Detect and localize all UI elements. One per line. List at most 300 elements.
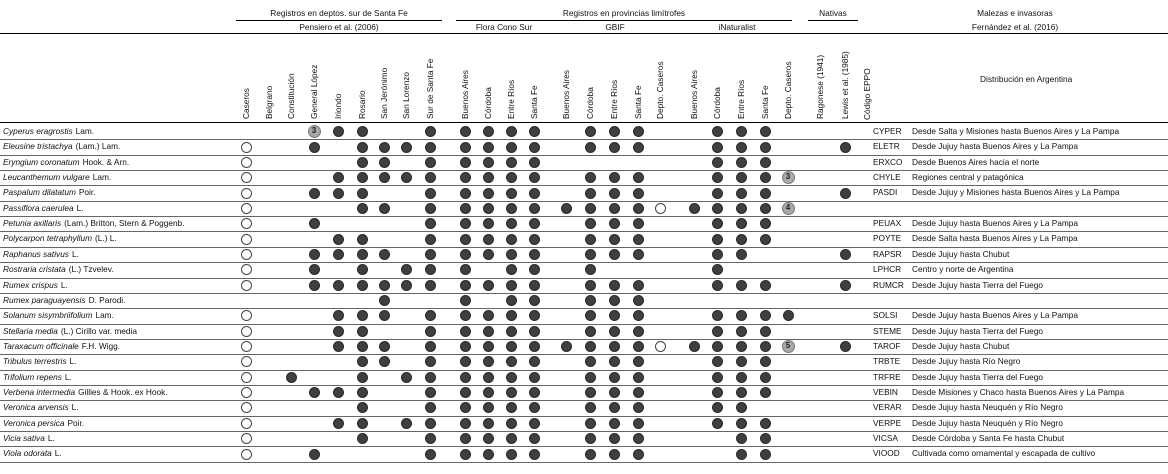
record-present-dot xyxy=(712,264,723,275)
record-present-dot xyxy=(425,449,436,460)
group-malezas-title: Malezas e invasoras xyxy=(977,8,1053,18)
species-name xyxy=(3,218,184,228)
row-divider xyxy=(0,339,1168,340)
record-present-dot xyxy=(357,203,368,214)
eppo-code: VEBIN xyxy=(873,386,898,397)
record-present-dot xyxy=(736,418,747,429)
species-author: L. xyxy=(64,371,72,382)
species-binomial: Raphanus sativus xyxy=(3,248,69,259)
record-present-dot xyxy=(689,203,700,214)
record-present-dot xyxy=(760,218,771,229)
record-present-dot xyxy=(760,449,771,460)
group-malezas-source: Fernández et al. (2016) xyxy=(971,22,1059,32)
distribution-text: Desde Jujuy hasta Tierra del Fuego xyxy=(912,279,1043,290)
row-divider xyxy=(0,431,1168,432)
species-author: Gillies & Hook. ex Hook. xyxy=(78,386,168,397)
species-binomial: Verbena intermedia xyxy=(3,386,76,397)
species-binomial: Rumex crispus xyxy=(3,279,58,290)
eppo-code: VIOOD xyxy=(873,448,900,459)
record-present-dot xyxy=(585,402,596,413)
species-binomial: Eleusine tristachya xyxy=(3,141,73,152)
footnote-marker: 4 xyxy=(782,202,795,215)
group-nativas-rule xyxy=(808,20,858,21)
record-present-dot xyxy=(689,341,700,352)
record-present-dot xyxy=(736,249,747,260)
group-santa-fe-title: Registros en deptos. sur de Santa Fe xyxy=(270,8,408,18)
record-present-dot xyxy=(561,341,572,352)
record-present-dot xyxy=(585,264,596,275)
record-present-dot xyxy=(379,280,390,291)
species-author: Poir. xyxy=(78,187,96,198)
group-limitrofes-rule xyxy=(456,20,792,21)
distribution-text: Desde Jujuy hasta Neuquén y Río Negro xyxy=(912,417,1063,428)
species-name xyxy=(3,433,55,443)
record-open-dot xyxy=(241,418,252,429)
record-present-dot xyxy=(425,387,436,398)
record-present-dot xyxy=(712,310,723,321)
record-present-dot xyxy=(712,326,723,337)
eppo-code: RUMCR xyxy=(873,279,904,290)
distribution-text: Desde Jujuy hasta Tierra del Fuego xyxy=(912,325,1043,336)
record-present-dot xyxy=(585,356,596,367)
record-present-dot xyxy=(483,402,494,413)
record-present-dot xyxy=(309,264,320,275)
record-present-dot xyxy=(585,203,596,214)
record-present-dot xyxy=(633,126,644,137)
record-present-dot xyxy=(633,188,644,199)
column-header: Córdoba xyxy=(712,87,722,119)
record-present-dot xyxy=(529,418,540,429)
record-present-dot xyxy=(736,433,747,444)
record-present-dot xyxy=(425,264,436,275)
record-present-dot xyxy=(712,218,723,229)
column-header: Caseros xyxy=(241,88,251,119)
record-present-dot xyxy=(506,449,517,460)
record-present-dot xyxy=(609,126,620,137)
record-present-dot xyxy=(633,142,644,153)
species-binomial: Petunia axillaris xyxy=(3,218,62,229)
record-present-dot xyxy=(840,341,851,352)
distribution-text: Desde Jujuy hasta Buenos Aires y La Pampa xyxy=(912,141,1079,152)
group-inat-title: iNaturalist xyxy=(718,22,756,32)
group-gbif-title: GBIF xyxy=(605,22,625,32)
column-header: Iriondo xyxy=(333,93,343,119)
record-open-dot xyxy=(241,326,252,337)
record-present-dot xyxy=(529,372,540,383)
distribution-text: Regiones central y patagónica xyxy=(912,172,1024,183)
record-present-dot xyxy=(736,218,747,229)
record-present-dot xyxy=(529,449,540,460)
column-header: Belgrano xyxy=(264,85,274,119)
species-author: Lam. xyxy=(75,126,95,136)
record-present-dot xyxy=(401,264,412,275)
record-present-dot xyxy=(609,218,620,229)
distribution-text: Desde Salta y Misiones hasta Buenos Aires y La Pampa xyxy=(912,126,1120,136)
record-present-dot xyxy=(609,280,620,291)
species-author: (L.) Cirillo var. media xyxy=(60,325,137,336)
distribution-text: Desde Misiones y Chaco hasta Buenos Aires y La Pampa xyxy=(912,386,1125,397)
record-present-dot xyxy=(585,188,596,199)
record-present-dot xyxy=(506,326,517,337)
species-binomial: Passiflora caerulea xyxy=(3,202,74,213)
column-header: Santa Fe xyxy=(760,85,770,119)
record-present-dot xyxy=(736,402,747,413)
record-open-dot xyxy=(241,157,252,168)
eppo-code: VICSA xyxy=(873,433,898,443)
record-present-dot xyxy=(609,188,620,199)
column-header: Ragonese (1941) xyxy=(815,54,825,119)
record-present-dot xyxy=(585,341,596,352)
record-present-dot xyxy=(760,387,771,398)
record-present-dot xyxy=(460,157,471,168)
record-present-dot xyxy=(760,418,771,429)
record-present-dot xyxy=(357,326,368,337)
record-present-dot xyxy=(401,418,412,429)
record-present-dot xyxy=(379,249,390,260)
header-bottom-rule xyxy=(0,122,1168,123)
species-name xyxy=(3,141,120,151)
record-present-dot xyxy=(425,418,436,429)
record-present-dot xyxy=(506,295,517,306)
record-present-dot xyxy=(506,310,517,321)
record-present-dot xyxy=(483,387,494,398)
record-present-dot xyxy=(760,280,771,291)
record-present-dot xyxy=(529,142,540,153)
record-open-dot xyxy=(241,188,252,199)
record-present-dot xyxy=(760,172,771,183)
record-present-dot xyxy=(736,126,747,137)
group-limitrofes-title: Registros en provincias limítrofes xyxy=(562,8,686,18)
record-present-dot xyxy=(585,172,596,183)
record-present-dot xyxy=(760,326,771,337)
record-present-dot xyxy=(425,188,436,199)
record-present-dot xyxy=(633,387,644,398)
record-present-dot xyxy=(357,249,368,260)
record-present-dot xyxy=(483,356,494,367)
record-present-dot xyxy=(425,326,436,337)
record-present-dot xyxy=(736,188,747,199)
eppo-code: POYTE xyxy=(873,233,902,244)
record-open-dot xyxy=(241,234,252,245)
record-present-dot xyxy=(333,326,344,337)
record-present-dot xyxy=(460,402,471,413)
record-present-dot xyxy=(633,280,644,291)
row-divider xyxy=(0,216,1168,217)
record-present-dot xyxy=(333,418,344,429)
record-present-dot xyxy=(529,218,540,229)
record-present-dot xyxy=(609,402,620,413)
record-present-dot xyxy=(460,172,471,183)
record-present-dot xyxy=(506,387,517,398)
species-author: L. xyxy=(71,248,79,259)
record-present-dot xyxy=(483,234,494,245)
footnote-marker: 3 xyxy=(308,125,321,138)
record-present-dot xyxy=(357,418,368,429)
record-present-dot xyxy=(529,387,540,398)
record-present-dot xyxy=(585,310,596,321)
species-author: Lam. xyxy=(92,172,112,183)
record-present-dot xyxy=(483,372,494,383)
record-present-dot xyxy=(506,142,517,153)
column-header: Rosario xyxy=(357,90,367,119)
row-divider xyxy=(0,370,1168,371)
record-present-dot xyxy=(633,295,644,306)
record-present-dot xyxy=(529,433,540,444)
record-present-dot xyxy=(760,372,771,383)
record-present-dot xyxy=(333,280,344,291)
species-name xyxy=(3,341,120,351)
record-present-dot xyxy=(425,157,436,168)
record-present-dot xyxy=(736,157,747,168)
record-present-dot xyxy=(633,341,644,352)
record-present-dot xyxy=(483,433,494,444)
distribution-text: Desde Jujuy hasta Buenos Aires y La Pampa xyxy=(912,310,1079,321)
record-present-dot xyxy=(633,418,644,429)
distribution-text: Desde Jujuy hasta Tierra del Fuego xyxy=(912,371,1043,382)
record-present-dot xyxy=(585,234,596,245)
record-present-dot xyxy=(357,142,368,153)
species-binomial: Eryngium coronatum xyxy=(3,156,80,167)
record-present-dot xyxy=(712,188,723,199)
record-open-dot xyxy=(241,372,252,383)
record-present-dot xyxy=(357,402,368,413)
record-present-dot xyxy=(425,341,436,352)
record-present-dot xyxy=(460,126,471,137)
record-present-dot xyxy=(561,203,572,214)
record-present-dot xyxy=(529,402,540,413)
record-present-dot xyxy=(529,295,540,306)
record-present-dot xyxy=(506,249,517,260)
species-author: L. xyxy=(47,433,55,443)
record-present-dot xyxy=(529,341,540,352)
record-present-dot xyxy=(357,172,368,183)
record-present-dot xyxy=(736,310,747,321)
record-present-dot xyxy=(506,433,517,444)
record-present-dot xyxy=(712,418,723,429)
record-present-dot xyxy=(506,188,517,199)
record-present-dot xyxy=(585,142,596,153)
row-divider xyxy=(0,139,1168,140)
record-open-dot xyxy=(241,203,252,214)
species-binomial: Rostraria cristata xyxy=(3,264,66,275)
record-present-dot xyxy=(736,341,747,352)
distribution-text: Desde Córdoba y Santa Fe hasta Chubut xyxy=(912,433,1065,443)
record-present-dot xyxy=(585,280,596,291)
species-binomial: Cyperus eragrostis xyxy=(3,126,73,136)
record-present-dot xyxy=(506,264,517,275)
record-present-dot xyxy=(760,188,771,199)
species-author: L. xyxy=(54,448,62,459)
record-present-dot xyxy=(309,387,320,398)
record-present-dot xyxy=(333,249,344,260)
species-binomial: Vicia sativa xyxy=(3,433,45,443)
column-header: General López xyxy=(309,64,319,119)
species-name xyxy=(3,326,137,336)
record-present-dot xyxy=(425,402,436,413)
record-present-dot xyxy=(585,433,596,444)
species-binomial: Solanum sisymbriifolium xyxy=(3,310,93,321)
record-present-dot xyxy=(379,203,390,214)
record-present-dot xyxy=(379,341,390,352)
record-present-dot xyxy=(425,142,436,153)
row-divider xyxy=(0,185,1168,186)
record-open-dot xyxy=(241,280,252,291)
record-present-dot xyxy=(460,249,471,260)
distribution-text: Desde Jujuy hasta Río Negro xyxy=(912,356,1021,367)
species-name xyxy=(3,448,62,458)
row-divider xyxy=(0,201,1168,202)
record-open-dot xyxy=(241,249,252,260)
record-present-dot xyxy=(609,295,620,306)
record-present-dot xyxy=(483,203,494,214)
record-present-dot xyxy=(460,418,471,429)
column-header: Entre Ríos xyxy=(736,79,746,119)
record-present-dot xyxy=(529,188,540,199)
record-present-dot xyxy=(609,356,620,367)
record-present-dot xyxy=(483,341,494,352)
species-name xyxy=(3,402,79,412)
record-present-dot xyxy=(333,310,344,321)
record-present-dot xyxy=(736,142,747,153)
record-open-dot xyxy=(241,402,252,413)
species-name xyxy=(3,126,94,136)
record-present-dot xyxy=(379,356,390,367)
species-name xyxy=(3,280,68,290)
record-present-dot xyxy=(425,249,436,260)
record-present-dot xyxy=(333,188,344,199)
record-present-dot xyxy=(460,449,471,460)
record-present-dot xyxy=(633,203,644,214)
record-present-dot xyxy=(633,172,644,183)
record-present-dot xyxy=(633,449,644,460)
species-binomial: Leucanthemum vulgare xyxy=(3,172,90,183)
record-present-dot xyxy=(309,280,320,291)
record-present-dot xyxy=(357,341,368,352)
species-name xyxy=(3,157,129,167)
species-name xyxy=(3,187,95,197)
record-open-dot xyxy=(655,341,666,352)
distribution-text: Desde Jujuy hasta Chubut xyxy=(912,248,1010,259)
distribution-text: Desde Salta hasta Buenos Aires y La Pampa xyxy=(912,233,1078,244)
row-divider xyxy=(0,231,1168,232)
row-divider xyxy=(0,278,1168,279)
record-present-dot xyxy=(585,218,596,229)
record-present-dot xyxy=(712,356,723,367)
column-header: Buenos Aires xyxy=(460,70,470,119)
column-header: Santa Fe xyxy=(529,85,539,119)
column-header: Córdoba xyxy=(585,87,595,119)
record-present-dot xyxy=(712,402,723,413)
record-present-dot xyxy=(633,372,644,383)
record-present-dot xyxy=(309,142,320,153)
record-present-dot xyxy=(760,341,771,352)
record-present-dot xyxy=(736,172,747,183)
record-present-dot xyxy=(585,295,596,306)
record-present-dot xyxy=(425,433,436,444)
column-header: Depto. Caseros xyxy=(655,61,665,119)
record-present-dot xyxy=(357,310,368,321)
eppo-code: LPHCR xyxy=(873,264,902,275)
species-name xyxy=(3,264,114,274)
row-divider xyxy=(0,416,1168,417)
record-present-dot xyxy=(529,203,540,214)
record-present-dot xyxy=(585,418,596,429)
column-header: Buenos Aires xyxy=(561,70,571,119)
eppo-code: ERXCO xyxy=(873,156,903,167)
record-present-dot xyxy=(460,310,471,321)
record-present-dot xyxy=(309,188,320,199)
species-binomial: Paspalum dilatatum xyxy=(3,187,76,198)
eppo-code: TRBTE xyxy=(873,356,901,367)
column-header: Sur de Santa Fe xyxy=(425,58,435,119)
record-present-dot xyxy=(333,387,344,398)
record-present-dot xyxy=(333,126,344,137)
species-author: (L.) L. xyxy=(95,233,117,244)
record-present-dot xyxy=(506,341,517,352)
species-binomial: Taraxacum officinale xyxy=(3,340,79,351)
record-present-dot xyxy=(460,218,471,229)
record-present-dot xyxy=(357,387,368,398)
species-binomial: Stellaria media xyxy=(3,325,58,336)
record-present-dot xyxy=(460,326,471,337)
record-present-dot xyxy=(379,172,390,183)
record-present-dot xyxy=(633,218,644,229)
row-divider xyxy=(0,462,1168,463)
record-present-dot xyxy=(357,234,368,245)
record-present-dot xyxy=(736,356,747,367)
record-present-dot xyxy=(609,249,620,260)
record-open-dot xyxy=(241,310,252,321)
record-present-dot xyxy=(609,326,620,337)
distribution-text: Cultivada como ornamental y escapada de cultivo xyxy=(912,448,1096,459)
distribution-header: Distribución en Argentina xyxy=(980,74,1073,84)
record-present-dot xyxy=(357,356,368,367)
record-present-dot xyxy=(760,433,771,444)
record-present-dot xyxy=(286,372,297,383)
record-present-dot xyxy=(506,372,517,383)
record-present-dot xyxy=(357,264,368,275)
record-present-dot xyxy=(633,310,644,321)
record-present-dot xyxy=(425,234,436,245)
record-present-dot xyxy=(483,218,494,229)
eppo-code: RAPSR xyxy=(873,248,902,259)
record-present-dot xyxy=(736,387,747,398)
record-present-dot xyxy=(760,356,771,367)
record-present-dot xyxy=(309,218,320,229)
record-present-dot xyxy=(460,280,471,291)
record-present-dot xyxy=(585,326,596,337)
record-present-dot xyxy=(529,126,540,137)
record-present-dot xyxy=(736,234,747,245)
record-present-dot xyxy=(506,126,517,137)
row-divider xyxy=(0,308,1168,309)
record-open-dot xyxy=(241,356,252,367)
record-present-dot xyxy=(460,203,471,214)
species-name xyxy=(3,172,111,182)
record-present-dot xyxy=(483,172,494,183)
species-binomial: Veronica persica xyxy=(3,417,65,428)
record-present-dot xyxy=(460,264,471,275)
record-present-dot xyxy=(309,449,320,460)
record-present-dot xyxy=(840,280,851,291)
record-present-dot xyxy=(401,142,412,153)
record-present-dot xyxy=(357,372,368,383)
record-present-dot xyxy=(712,172,723,183)
record-present-dot xyxy=(333,172,344,183)
record-present-dot xyxy=(585,449,596,460)
record-present-dot xyxy=(585,387,596,398)
eppo-code: CYPER xyxy=(873,126,902,136)
